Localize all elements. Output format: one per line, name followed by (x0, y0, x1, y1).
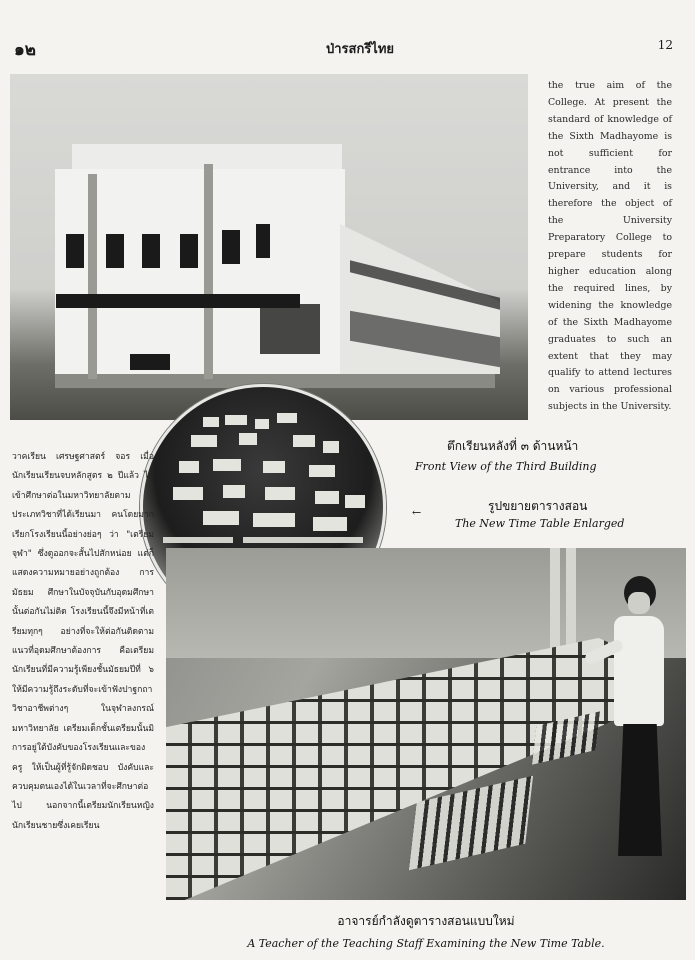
timetable-tile (203, 511, 239, 525)
building-photo (10, 74, 528, 420)
timetable-tile (315, 491, 339, 504)
building-window (260, 304, 320, 354)
timetable-tile (309, 465, 335, 477)
timetable-tile (345, 495, 365, 508)
timetable-tile (263, 461, 285, 473)
teacher-caption (166, 912, 686, 950)
teacher-photo (166, 548, 686, 900)
building-window (180, 234, 198, 268)
timetable-caption-english: The New Time Table Enlarged (455, 517, 625, 530)
timetable-tile (191, 435, 217, 447)
magazine-title: ป่ารสกรีไทย (325, 42, 395, 57)
timetable-tile (213, 459, 241, 471)
timetable-tile (239, 433, 257, 445)
timetable-tile (243, 537, 363, 543)
teacher-face (628, 592, 650, 614)
building-caption-english: Front View of the Third Building (415, 460, 597, 473)
building-pillar (204, 164, 213, 379)
page-number: 12 (657, 38, 673, 52)
timetable-caption-thai: รูปขยายตารางสอน (488, 499, 588, 513)
timetable-tile (179, 461, 199, 473)
timetable-tile (277, 413, 297, 423)
timetable-tile (313, 517, 347, 531)
building-window (106, 234, 124, 268)
teacher-blouse (614, 616, 664, 726)
timetable-tile (163, 537, 233, 543)
building-window (256, 224, 270, 258)
building-window (142, 234, 160, 268)
building-window (66, 234, 84, 268)
timetable-tile (223, 485, 245, 498)
thai-paragraph: วาคเรียน เศรษฐศาสตร์ จอร เมื่อนักเรียนเรียนจบหลักสูตร ๒ ปีแล้ว ได้เข้าศึกษาต่อในมหาวิทยาลัยตามประเภทวิชาที่ได้เรียนมา คนโดยมากเรียกโรงเรียนนี้อย่างย่อๆ ว่า "เตรียมจุฬา" ซึ่งดูออกจะสั้นไปสักหน่อย แต่ก็แสดงความหมายอย่างถูกต้อง การ มัธยม ศึกษาในบัจจุบันกับอุดมศึกษานั้นต่อกันไม่ติด โรงเรียนนี้จึงมีหน้าที่เตรียมทุกๆ อย่างที่จะให้ต่อกันติดตามแนวที่อุดมศึกษาต้องการ คือเตรียมนักเรียนที่มีความรู้เพียงชั้นมัธยมปีที่ ๖ ให้มีความรู้ถึงระดับที่จะเข้าฟังปาฐกถาวิชาอาชีพต่างๆ ในจุฬาลงกรณ์มหาวิทยาลัย เตรียมเด็กชั้นเตรียมนั้นมิการอยู่ใต้บังคับของโรงเรียนและของครู ให้เป็นผู้ที่รู้จักผิดชอบ บังคับและควบคุมตนเองได้ในเวลาที่จะศึกษาต่อไป นอกจากนี้เตรียมนักเรียนหญิง นักเรียนชายซึ่งเคยเรียน (12, 452, 154, 831)
building-pillar (88, 174, 97, 379)
building-door (130, 354, 170, 370)
teacher-caption-english: A Teacher of the Teaching Staff Examining the New Time Table. (247, 937, 605, 950)
teacher-caption-thai: อาจารย์กำลังดูตารางสอนแบบใหม่ (337, 914, 515, 928)
timetable-tile (225, 415, 247, 425)
teacher-figure (604, 576, 674, 876)
timetable-tile (323, 441, 339, 453)
timetable-tile (255, 419, 269, 429)
page-number-thai: ๑๒ (14, 40, 36, 60)
timetable-tile (293, 435, 315, 447)
timetable-tile (253, 513, 295, 527)
teacher-skirt (618, 724, 662, 856)
building-window (222, 230, 240, 264)
english-paragraph: the true aim of the College. At present the standard of knowledge of the Sixth Madhayome is not sufficient for entrance into the University, and it is therefore the object of the University Preparatory College to prepare students for higher education along the required lines, by widening the knowledge of the Sixth Madhayome graduates to such an extent that they may qualify to attend lectures on various professional subjects in the University. (548, 80, 672, 413)
timetable-board (166, 638, 636, 900)
timetable-tile (203, 417, 219, 427)
arrow-icon: ← (412, 506, 422, 519)
timetable-tile (265, 487, 295, 500)
timetable-tile (173, 487, 203, 500)
building-caption-thai: ตึกเรียนหลังที่ ๓ ด้านหน้า (447, 439, 579, 453)
